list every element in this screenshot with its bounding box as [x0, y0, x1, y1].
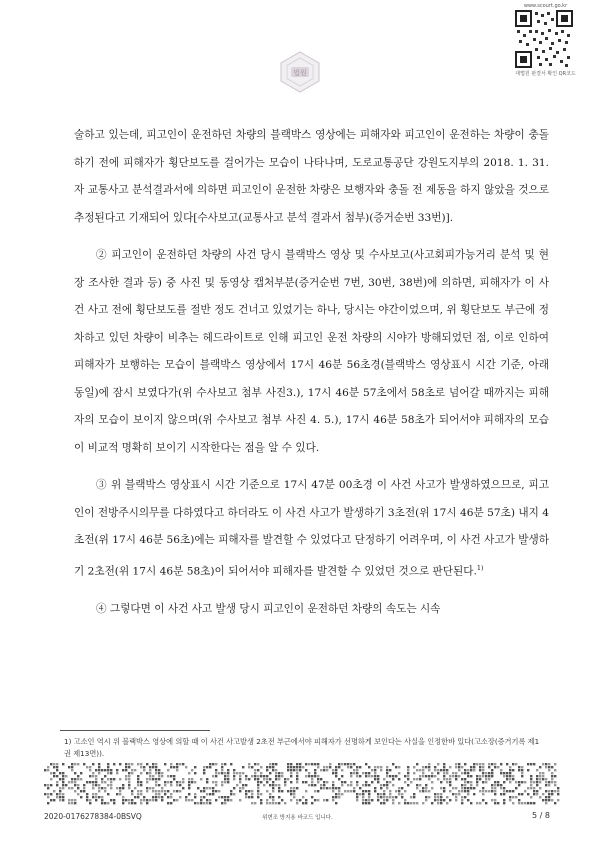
document-body	[74, 122, 549, 623]
qr-label: 대법원 판결서 확인 QR코드	[515, 71, 576, 77]
footnote-divider	[60, 730, 210, 731]
document-id: 2020-0176278384-0BSVQ	[44, 812, 142, 821]
court-seal	[278, 50, 322, 94]
paragraph-3-text: ③ 위 블랙박스 영상표시 시간 기준으로 17시 47분 00초경 이 사건 사고가 발생하였으므로, 피고인이 전방주시의무를 다하였다고 하더라도 이 사건 사고가 발생하기 3초전(위 17시 46분 57초) 내지 4초전(위 17시 46분 56초)에는 피해자를 발견할 수 있었다고 단정하기 어려우며, 이 사건 사고가 발생하기 2초전(위 17시 46분 58초)이 되어서야 피해자를 발견할 수 있었던 것으로 판단된다.	[74, 479, 549, 578]
seal-text: 법원	[293, 69, 307, 77]
anti-forgery-barcode	[44, 763, 560, 805]
page-number: 5 / 8	[532, 811, 550, 820]
paragraph-4: ④ 그렇다면 이 사건 사고 발생 당시 피고인이 운전하던 차량의 속도는 시속	[96, 602, 441, 615]
paragraph-3	[74, 472, 549, 586]
footnote-ref: 1)	[476, 563, 484, 572]
qr-url: www.scourt.go.kr	[523, 3, 568, 9]
paragraph-2: ② 피고인이 운전하던 차량의 사건 당시 블랙박스 영상 및 수사보고(사고회피가능거리 분석 및 현장 조사한 결과 등) 중 사진 및 동영상 캡처부분(증거순번 7번, 30번, 38번)에 의하면, 피해자가 이 사건 사고 전에 횡단보도를 절반 정도 건너고 있었기는 하나, 당시는 야간이었으며, 위 횡단보도 부근에 정차하고 있던 차량이 비추는 헤드라이트로 인해 피고인 운전 차량의 시야가 방해되었던 점, 이로 인하여 피해자가 보행하는 모습이 블랙박스 영상에서 17시 46분 56초경(블랙박스 영상표시 시간 기준, 아래 동일)에 잠시 보였다가(위 수사보고 첨부 사진3.), 17시 46분 57초에서 58초로 넘어갈 때까지는 피해자의 모습이 보이지 않으며(위 수사보고 첨부 사진 4. 5.), 17시 46분 58초가 되어서야 피해자의 모습이 비교적 명확히 보이기 시작한다는 점을 알 수 있다.	[74, 249, 549, 454]
qr-code	[515, 10, 573, 68]
paragraph-1: 술하고 있는데, 피고인이 운전하던 차량의 블랙박스 영상에는 피해자와 피고인이 운전하는 차량이 충돌하기 전에 피해자가 횡단보도를 걸어가는 모습이 나타나며, 도로교통공단 강원도지부의 2018. 1. 31.자 교통사고 분석결과서에 의하면 피고인이 운전한 차량은 보행자와 충돌 전 제동을 하지 않았을 것으로 추정된다고 기재되어 있다[수사보고(교통사고 분석 결과서 첨부)(증거순번 33번)].	[74, 129, 549, 224]
barcode-note: 위변조 방지용 바코드 입니다.	[262, 815, 333, 821]
footnote: 1) 고소인 역시 위 블랙박스 영상에 의할 때 이 사건 사고발생 2초전 부근에서야 피해자가 선명하게 보인다는 사실을 인정한바 있다(고소장(증거기록 제1권 제13면)).	[64, 737, 540, 758]
